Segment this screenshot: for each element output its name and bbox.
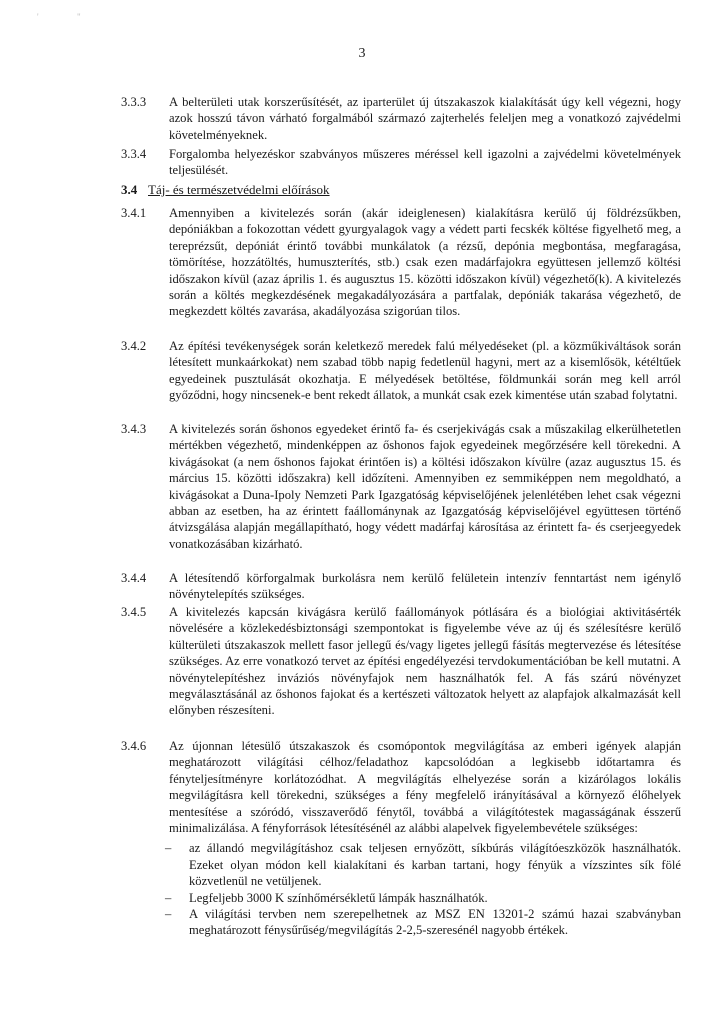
list-item-text: A világítási tervben nem szerepelhetnek az MSZ EN 13201-2 számú hazai szabványban meghatározott fénysűrűség/megvilágítás 2-2,5-szeresénél nagyobb értékek. [189,907,681,938]
clause-text: Az újonnan létesülő útszakaszok és csomópontok megvilágítása az emberi igények alapján meghatározott világítási célhoz/feladathoz kapcsolódóan a legkisebb időtartamra és fényteljesítményre korlátozódhat. A megvilágítás elhelyezése során a kizárólagos lokális megvilágításra kell törekedni, szükséges a fény megfelelő irányításával a környező élőhelyek mentesítése a szóródó, visszaverődő fénytől, továbbá a világítótestek magasságának ésszerű minimalizálása. A fényforrások létesítésénél az alábbi alapelvek figyelembevétele szükséges: [169,739,681,836]
bullet-dash: – [165,841,172,856]
clause-text: Forgalomba helyezéskor szabványos műszeres méréssel kell igazolni a zajvédelmi követelmények teljesülését. [169,147,681,178]
scan-mark: " [77,12,81,22]
clause-number: 3.4.4 [121,571,147,585]
scan-mark: ' [37,12,39,22]
list-item [165,840,681,889]
clause-3-4-5 [121,604,681,719]
list-item-text: Legfeljebb 3000 K színhőmérsékletű lámpák használhatók. [189,890,488,905]
page-number: 3 [358,46,366,61]
list-item-text: az állandó megvilágításhoz csak teljesen ernyőzött, síkbúrás világítóeszközök használhatók. Ezeket olyan módon kell kialakítani és karban tartani, hogy fényük a vízszintes sík fölé közvetlenül ne vetüljenek. [189,841,681,889]
clause-number: 3.4.2 [121,339,147,353]
list-item [165,890,681,906]
section-heading [121,182,330,198]
section-title: Táj- és természetvédelmi előírások [148,182,330,197]
clause-3-4-3 [121,421,681,552]
bullet-dash: – [165,890,172,905]
clause-3-4-4 [121,570,681,603]
clause-text: Amennyiben a kivitelezés során (akár ideiglenesen) kialakításra kerülő új földrézsűkben, depóniákban a fokozottan védett gyurgyalagok vagy a védett parti fecskék költése figyelhető meg, a tereprézsűt, depóniát érintő további munkálatok (a rézsű, depónia megbontása, megfaragása, tömörítése, hozzátöltés, humuszterítés, stb.) csak ezen madárfajokra együttesen jellemző költési időszakon kívül (azaz április 1. és augusztus 15. közötti időszakon kívül) végezhető(k). A kivitelezés során a költés megkezdésének megakadályozására a partfalak, depóniák takarása végezhető, de megkezdett költés zavarása, akadályozása szigorúan tilos. [169,206,681,319]
section-number: 3.4 [121,182,138,197]
clause-3-4-6 [121,738,681,939]
clause-3-4-2 [121,338,681,404]
clause-text: A belterületi utak korszerűsítését, az iparterület új útszakaszok kialakítását úgy kell végezni, hogy azok hosszú távon várható forgalmából származó zajterhelés feleljen meg a vonatkozó zajvédelmi követelményeknek. [169,95,681,142]
clause-3-4-1 [121,205,681,320]
list-item [165,906,681,939]
clause-number: 3.4.5 [121,605,147,619]
clause-3-3-4 [121,146,681,179]
clause-text: A kivitelezés során őshonos egyedeket érintő fa- és cserjekivágás csak a műszakilag elkerülhetetlen mértékben végezhető, mindenképpen az őshonos fajok egyedeinek megőrzésére kell törekedni. A kivágásokat (a nem őshonos fajokat érintően is) a költési időszakon kívülre (azaz augusztus 15. és március 15. közötti időszakra) kell időzíteni. Amennyiben ez semmiképpen nem megoldható, a kivágásokat a Duna-Ipoly Nemzeti Park Igazgatóság képviselőjének jelenlétében lehet csak végezni abban az esetben, ha az érintett faállománynak az Igazgatóság képviselőjével együttesen történő átvizsgálása alapján megállapítható, hogy védett madárfaj károsítása az érintett fa- és cserjeegyedek vonatkozásában kizárható. [169,422,681,551]
clause-text: A kivitelezés kapcsán kivágásra kerülő faállományok pótlására és a biológiai aktivitásérték növelésére a közlekedésbiztonsági szempontokat is figyelembe véve az új és szélesítésre kerülő külterületi útszakaszok mellett fasor jellegű és/vagy ligetes jellegű fásítás megtervezése és létesítése szükséges. Az erre vonatkozó tervet az építési engedélyezési tervdokumentációban be kell mutatni. A növénytelepítéshez inváziós növényfajok nem használhatók fel. A fás szárú növényzet megválasztásánál az őshonos fajokat és a kertészeti változatok helyett az alapfajok alkalmazását kell előnyben részesíteni. [169,605,681,718]
clause-number: 3.4.3 [121,422,147,436]
clause-number: 3.3.3 [121,95,147,109]
bullet-list [165,840,681,938]
clause-number: 3.4.1 [121,206,147,220]
clause-number: 3.4.6 [121,739,147,753]
clause-text: Az építési tevékenységek során keletkező meredek falú mélyedéseket (pl. a közműkiváltások során létesített munkaárkokat) nem szabad több napig fedetlenül hagyni, mert az a kisemlősök, kétéltűek egyedeinek pusztulását okozhatja. E mélyedések betöltése, földmunkái során meg kell arról győződni, hogy nincsenek-e bent rekedt állatok, a munkát csak ezek kimentése után szabad folytatni. [169,339,681,403]
clause-number: 3.3.4 [121,147,147,161]
clause-3-3-3 [121,94,681,143]
clause-text: A létesítendő körforgalmak burkolásra nem kerülő felületein intenzív fenntartást nem igénylő növénytelepítés szükséges. [169,571,681,602]
bullet-dash: – [165,907,172,922]
